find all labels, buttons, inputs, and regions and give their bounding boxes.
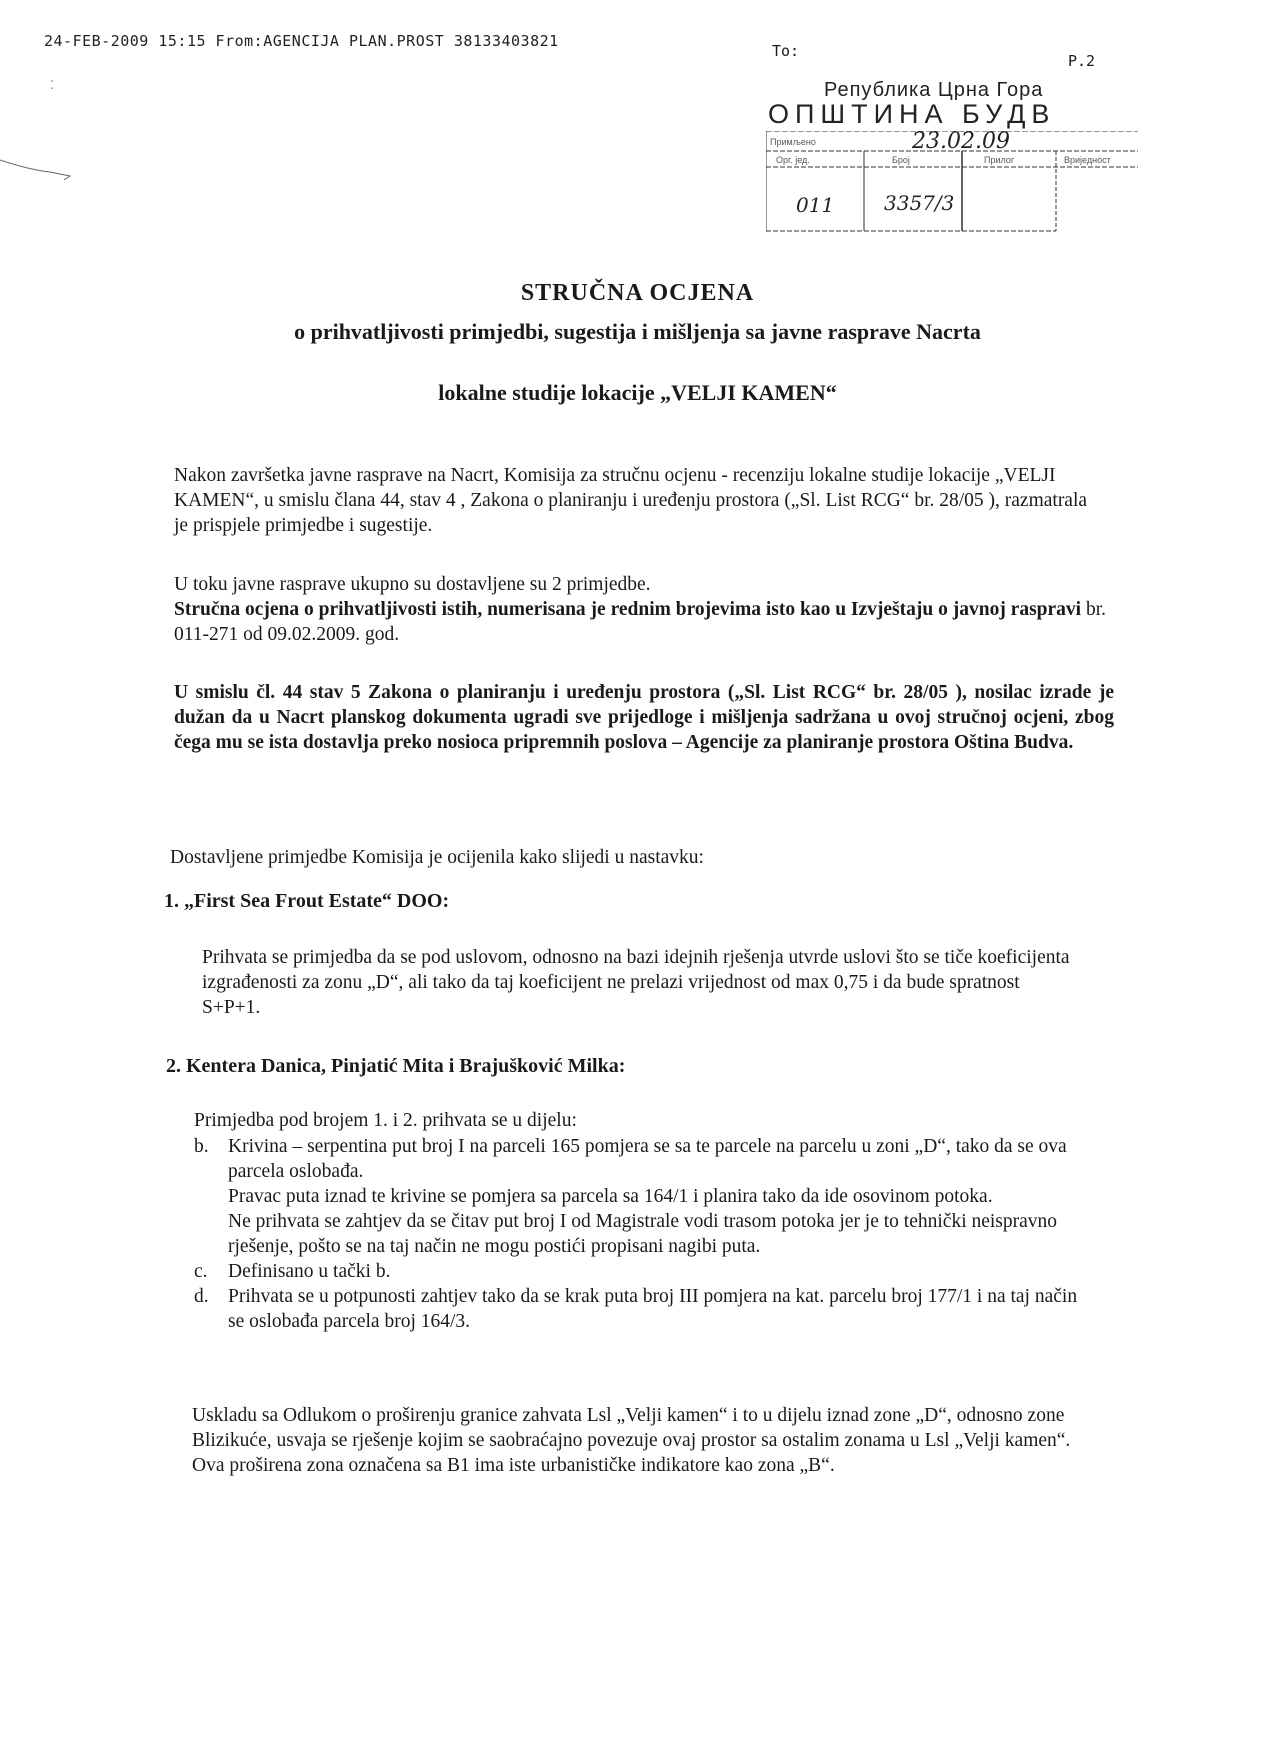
scan-artifact-line xyxy=(0,150,80,190)
fax-page-number: P.2 xyxy=(1068,52,1096,70)
scan-mark: ⁚ xyxy=(50,78,54,92)
item-heading-2: 2. Kentera Danica, Pinjatić Mita i Brajušković Milka: xyxy=(166,1055,626,1077)
stamp-municipality: ОПШТИНА БУДВ xyxy=(768,99,1056,129)
list-marker: b. xyxy=(194,1136,209,1157)
summary-numbering-line xyxy=(174,597,1114,647)
document-subtitle: o prihvatljivosti primjedbi, sugestija i mišljenja sa javne rasprave Nacrta xyxy=(294,319,981,344)
stamp-republic: Република Црна Гора xyxy=(824,79,1044,101)
item-2-list xyxy=(194,1134,1094,1334)
list-item-text: Prihvata se u potpunosti zahtjev tako da se krak puta broj III pomjera na kat. parcelu broj 177/1 i na taj način se oslobađa parcela broj 164/3. xyxy=(228,1286,1078,1332)
stamp-col-value: Вриједност xyxy=(1064,155,1111,165)
list-item xyxy=(194,1209,1094,1259)
list-item xyxy=(194,1184,1094,1209)
registry-stamp xyxy=(762,75,1142,240)
list-item-text: Krivina – serpentina put broj I na parceli 165 pomjera se sa te parcele na parcelu u zoni „D“, tako da se ova parcela oslobađa. xyxy=(228,1136,1067,1182)
summary-numbering-bold: Stručna ocjena o prihvatljivosti istih, numerisana je rednim brojevima isto kao u Izvještaju o javnoj raspravi xyxy=(174,599,1082,620)
stamp-org-value: 011 xyxy=(796,193,835,217)
item-heading-1: 1. „First Sea Frout Estate“ DOO: xyxy=(164,890,450,912)
fax-phone: 38133403821 xyxy=(453,32,559,50)
item-1-text: Prihvata se primjedba da se pod uslovom, odnosno na bazi idejnih rješenja utvrde uslovi što se tiče koeficijenta izgrađenosti za zonu „D“, ali tako da taj koeficijent ne prelazi vrijednost od max 0,75 i da bude spratnost S+P+1. xyxy=(202,947,1070,1018)
item-2-intro: Primjedba pod brojem 1. i 2. prihvata se u dijelu: xyxy=(194,1110,577,1131)
list-marker: c. xyxy=(194,1261,208,1282)
list-item xyxy=(194,1284,1094,1334)
list-item-text: Pravac puta iznad te krivine se pomjera sa parcela sa 164/1 i planira tako da ide osovinom potoka. xyxy=(228,1186,993,1207)
stamp-col-number: Број xyxy=(892,155,910,165)
intro-paragraph: Nakon završetka javne rasprave na Nacrt, Komisija za stručnu ocjenu - recenziju lokalne studije lokacije „VELJI KAMEN“, u smislu člana 44, stav 4 , Zakona o planiranju i uređenju prostora („Sl. List RCG“ br. 28/05 ), razmatrala je prispjele primjedbe i sugestije. xyxy=(174,465,1088,536)
list-item xyxy=(194,1259,1094,1284)
fax-to: To: xyxy=(772,42,800,60)
stamp-received-date: 23.02.09 xyxy=(912,129,1010,154)
evaluation-intro: Dostavljene primjedbe Komisija je ocijenila kako slijedi u nastavku: xyxy=(170,847,704,868)
summary-paragraph xyxy=(174,572,1114,647)
document-title: STRUČNA OCJENA xyxy=(520,280,755,306)
document-subtitle-location: lokalne studije lokacije „VELJI KAMEN“ xyxy=(438,380,837,405)
summary-count-line: U toku javne rasprave ukupno su dostavljene su 2 primjedbe. xyxy=(174,574,651,595)
list-item-text: Definisano u tački b. xyxy=(228,1261,391,1282)
list-item-text: Ne prihvata se zahtjev da se čitav put broj I od Magistrale vodi trasom potoka jer je to tehnički neispravno rješenje, pošto se na taj način ne mogu postići propisani nagibi puta. xyxy=(228,1211,1058,1257)
stamp-received-label: Примљено xyxy=(770,137,816,147)
stamp-col-org: Орг. јед. xyxy=(776,155,810,165)
stamp-number-value: 3357/3 xyxy=(884,191,955,215)
fax-header xyxy=(44,32,559,50)
legal-obligation-paragraph: U smislu čl. 44 stav 5 Zakona o planiranju i uređenju prostora („Sl. List RCG“ br. 28/05 ), nosilac izrade je dužan da u Nacrt planskog dokumenta ugradi sve prijedloge i mišljenja sadržana u ovoj stručnoj ocjeni, zbog čega mu se ista dostavlja preko nosioca pripremnih poslova – Agencije za planiranje prostora Oština Budva. xyxy=(174,682,1114,753)
list-marker: d. xyxy=(194,1286,209,1307)
summary-numbering-ref: br. 011-271 od 09.02.2009. god. xyxy=(174,599,1107,645)
boundary-extension-paragraph: Uskladu sa Odlukom o proširenju granice zahvata Lsl „Velji kamen“ i to u dijelu iznad zone „D“, odnosno zone Blizikuće, usvaja se rješenje kojim se saobraćajno povezuje ovaj prostor sa ostalim zonama u Lsl „Velji kamen“. Ova proširena zona označena sa B1 ima iste urbanističke indikatore kao zona „B“. xyxy=(192,1405,1071,1476)
stamp-col-attachment: Прилог xyxy=(984,155,1015,165)
fax-datetime-from: 24-FEB-2009 15:15 From:AGENCIJA PLAN.PROST xyxy=(44,32,445,50)
list-item xyxy=(194,1134,1094,1184)
